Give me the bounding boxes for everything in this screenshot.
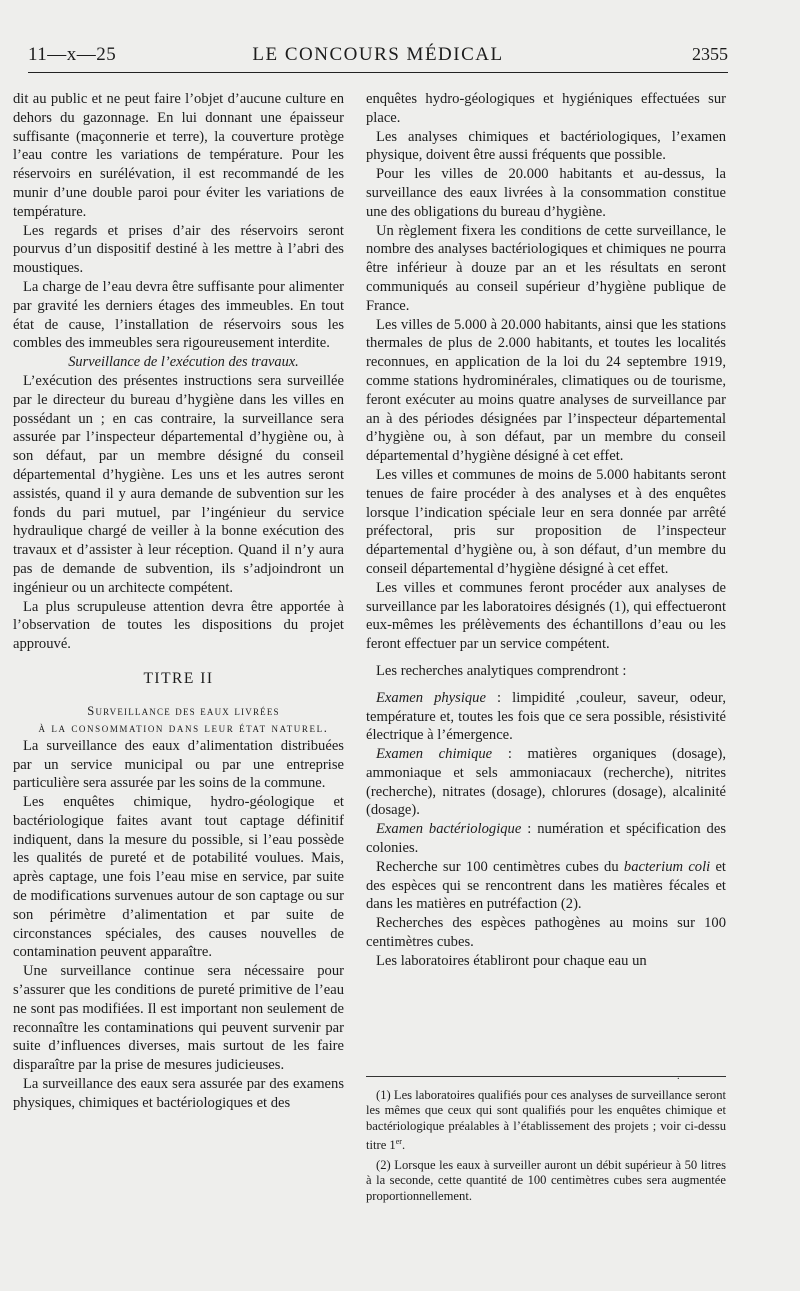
titre-subtitle: Surveillance des eaux livrées <box>87 703 280 718</box>
footnote-1: (1) Les laboratoires qualifiés pour ces analyses de surveillance seront les mêmes que ceux qui sont qualifiés pour les enquêtes chimique et bactériologique préalables à l’établissement des projets ; voir ci-dessu titre 1er. <box>366 1088 726 1153</box>
rule-mark: · <box>676 1074 680 1085</box>
paragraph: dit au public et ne peut faire l’objet d’aucune culture en dehors du gazonnage. En lui donnant une épaisseur suffisante (maçonnerie et terre), la couverture protège l’eau contre les variations de température. Pour les réservoirs en surélévation, il est recommandé de les munir d’une double paroi pour éviter les variations de température. <box>13 91 344 220</box>
footnote-1-sup: er <box>395 1137 402 1147</box>
paragraph: enquêtes hydro-géologiques et hygiéniques effectuées sur place. <box>366 91 726 126</box>
paragraph: Les laboratoires établiront pour chaque eau un <box>376 952 647 969</box>
paragraph: Une surveillance continue sera nécessaire pour s’assurer que les conditions de pureté primitive de l’eau ne sont pas modifiées. Il est important non seulement de reconnaître les contaminations qui peuvent survenir par suite d’influences diverses, mais surtout de les faire disparaître par la prise de mesures judicieuses. <box>13 963 344 1074</box>
recherches-intro: Les recherches analytiques comprendront : <box>376 662 627 679</box>
left-column <box>13 90 344 1113</box>
exam-bacterio-text: : numération et spécification des colonies. <box>366 821 727 857</box>
coli-before: Recherche sur 100 centimètres cubes du <box>376 858 624 875</box>
footnote-rule <box>366 1074 726 1085</box>
coli-after: et des espèces qui se rencontrent dans les matières fécales et dans les matières en putréfaction (2). <box>366 858 726 913</box>
paragraph: Pour les villes de 20.000 habitants et au-dessus, la surveillance des eaux livrées à la consommation constitue une des obligations du bureau d’hygiène. <box>366 166 726 220</box>
paragraph: Les analyses chimiques et bactériologiques, l’examen physique, doivent être aussi fréquents que possible. <box>366 128 726 164</box>
exam-chimique <box>366 745 726 820</box>
issue-date: 11—x—25 <box>28 44 117 65</box>
exam-physique <box>366 689 726 745</box>
paragraph: Les regards et prises d’air des réservoirs seront pourvus d’un dispositif destiné à les mettre à l’abri des moustiques. <box>13 222 344 277</box>
exam-bacterio-label: Examen bactériologique <box>376 821 522 838</box>
exam-bacteriologique <box>366 820 726 858</box>
titre-subtitle-line-2: à la consommation dans leur état naturel. <box>38 720 329 735</box>
journal-title: LE CONCOURS MÉDICAL <box>252 44 504 65</box>
paragraph: Les villes de 5.000 à 20.000 habitants, ainsi que les stations thermales de plus de 2.000 habitants, et toutes les localités reconnues, en application de la loi du 24 septembre 1919, comme stations hydrominérales, climatiques ou de tourisme, feront exécuter au moins quatre analyses de surveillance par an à des périodes désignées par l’inspecteur départemental d’hygiène ou, à son défaut, par un membre du conseil départemental d’hygiène désigné à cet effet. <box>366 316 726 465</box>
footnote-1-text: (1) Les laboratoires qualifiés pour ces analyses de surveillance seront les mêmes que ceux qui sont qualifiés pour les enquêtes chimique et bactériologique préalables à l’établissement des projets ; voir ci-dessu titre 1 <box>366 1088 726 1153</box>
paragraph: L’exécution des présentes instructions sera surveillée par le directeur du bureau d’hygiène dans les villes en possédant un ; en cas contraire, la surveillance sera assurée par l’inspecteur départemental d’hygiène ou, à son défaut, par un membre désigné du conseil départemental d’hygiène. Les uns et les autres seront assistés, quand il y aura demande de subvention sur les fonds du pari mutuel, par l’ingénieur du service hydraulique chargé de veiller à la bonne exécution des travaux et d’assister à leur réception. Quand il n’y aura pas de demande de subvention, ils s’adjoindront un ingénieur ou un architecte compétent. <box>13 372 344 596</box>
footnotes <box>366 1088 726 1208</box>
page-number: 2355 <box>692 44 728 64</box>
paragraph: Les villes et communes feront procéder aux analyses de surveillance par les laboratoires désignés (1), qui effectueront eux-mêmes les prélèvements des échantillons d’eau ou les feront effectuer par un service compétent. <box>366 579 726 653</box>
section-title: Surveillance de l’exécution des travaux. <box>68 354 299 371</box>
paragraph: La surveillance des eaux sera assurée par des examens physiques, chimiques et bactériologiques et des <box>13 1076 344 1111</box>
right-column <box>366 90 726 971</box>
paragraph: Les enquêtes chimique, hydro-géologique et bactériologique faites avant tout captage définitif indiquent, dans la mesure du possible, si l’eau possède les qualités de pureté et de potabilité voulues. Mais, après captage, une fois l’eau mise en service, par suite de modifications survenues autour de son captage ou sur son périmètre d’alimentation et par suite de circonstances spéciales, des causes nouvelles de contamination peuvent apparaître. <box>13 794 344 961</box>
paragraph: La surveillance des eaux d’alimentation distribuées par un service municipal ou par une entreprise particulière sera assurée par les soins de la commune. <box>13 737 344 792</box>
paragraph: La plus scrupuleuse attention devra être apportée à l’observation de toutes les dispositions du projet approuvé. <box>13 598 344 653</box>
paragraph: La charge de l’eau devra être suffisante pour alimenter par gravité les derniers étages des immeubles. En tout état de cause, l’installation de réservoirs sous les combles des immeubles sera rigoureusement interdite. <box>13 278 344 352</box>
page-header <box>28 44 728 73</box>
exam-physique-text: : limpidité ,couleur, saveur, odeur, température et, toutes les fois que ce sera possible, résistivité électrique à l’émergence. <box>366 689 726 744</box>
exam-chimique-label: Examen chimique <box>376 746 493 763</box>
exam-chimique-text: : matières organiques (dosage), ammoniaque et sels ammoniacaux (recherche), nitrites (recherche), nitrates (dosage), chlorures (dosage), alcalinité (dosage). <box>366 746 726 819</box>
paragraph: Recherches des espèces pathogènes au moins sur 100 centimètres cubes. <box>366 915 726 951</box>
coli-paragraph <box>366 858 726 914</box>
coli-italic: bacterium coli <box>623 858 711 875</box>
paragraph: Les villes et communes de moins de 5.000 habitants seront tenues de faire procéder à des analyses et à des enquêtes lorsque l’indication spéciale leur en sera donnée par arrêté préfectoral, pris sur proposition de l’inspecteur départemental d’hygiène ou, à son défaut, d’un membre du conseil départemental d’hygiène désigné à cet effet. <box>366 466 726 577</box>
paragraph: Un règlement fixera les conditions de cette surveillance, le nombre des analyses bactériologiques et chimiques ne pourra être inférieur à douze par an et les résultats en seront communiqués au conseil supérieur d’hygiène publique de France. <box>366 222 726 314</box>
footnote-2: (2) Lorsque les eaux à surveiller auront un débit supérieur à 50 litres à la seconde, cette quantité de 100 centimètres cubes sera augmentée proportionnellement. <box>366 1157 726 1203</box>
exam-physique-label: Examen physique <box>376 689 486 706</box>
titre-heading: TITRE II <box>143 669 214 687</box>
